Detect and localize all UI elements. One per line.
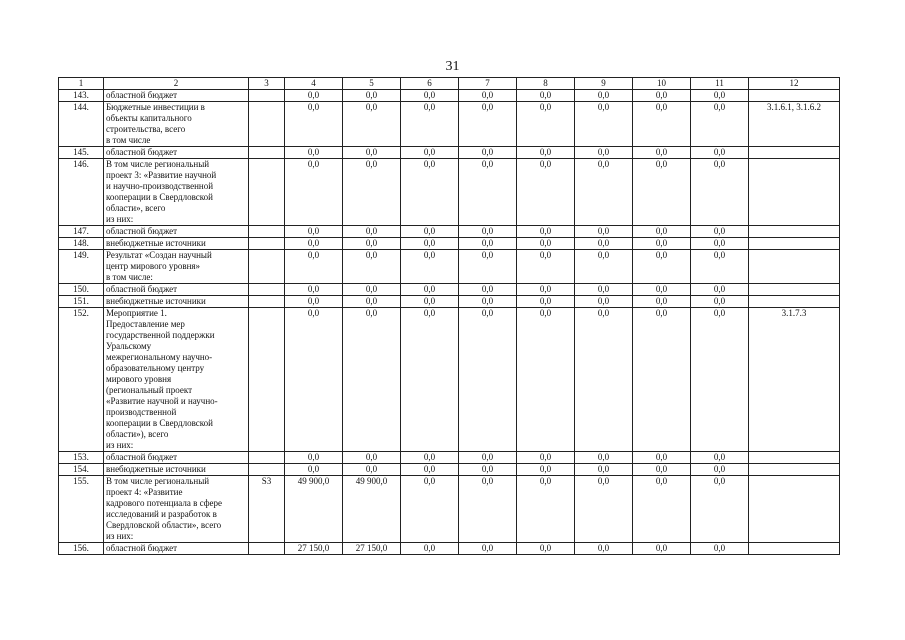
table-row bbox=[59, 102, 840, 147]
value-cell: 27 150,0 bbox=[343, 543, 401, 555]
value-cell: 0,0 bbox=[691, 226, 749, 238]
target-indicator bbox=[749, 464, 840, 476]
value-cell: 0,0 bbox=[343, 147, 401, 159]
column-header: 10 bbox=[633, 78, 691, 90]
value-cell: 0,0 bbox=[633, 102, 691, 147]
value-cell: 0,0 bbox=[575, 226, 633, 238]
row-name: Результат «Создан научный центр мирового уровня» в том числе: bbox=[104, 250, 249, 284]
value-cell: 0,0 bbox=[633, 250, 691, 284]
value-cell: 0,0 bbox=[633, 90, 691, 102]
table-row bbox=[59, 296, 840, 308]
value-cell: 0,0 bbox=[575, 238, 633, 250]
row-name: внебюджетные источники bbox=[104, 464, 249, 476]
value-cell: 0,0 bbox=[285, 90, 343, 102]
row-code bbox=[249, 147, 285, 159]
value-cell: 0,0 bbox=[633, 147, 691, 159]
value-cell: 49 900,0 bbox=[285, 476, 343, 543]
row-code bbox=[249, 543, 285, 555]
value-cell: 0,0 bbox=[575, 284, 633, 296]
value-cell: 0,0 bbox=[575, 296, 633, 308]
target-indicator bbox=[749, 238, 840, 250]
value-cell: 0,0 bbox=[517, 543, 575, 555]
value-cell: 0,0 bbox=[343, 452, 401, 464]
value-cell: 0,0 bbox=[517, 464, 575, 476]
value-cell: 0,0 bbox=[517, 159, 575, 226]
row-code bbox=[249, 159, 285, 226]
value-cell: 0,0 bbox=[691, 296, 749, 308]
value-cell: 0,0 bbox=[459, 543, 517, 555]
value-cell: 0,0 bbox=[517, 296, 575, 308]
table-row bbox=[59, 284, 840, 296]
value-cell: 0,0 bbox=[401, 147, 459, 159]
target-indicator bbox=[749, 476, 840, 543]
value-cell: 0,0 bbox=[691, 238, 749, 250]
value-cell: 0,0 bbox=[575, 543, 633, 555]
value-cell: 0,0 bbox=[459, 147, 517, 159]
value-cell: 0,0 bbox=[459, 296, 517, 308]
table-row bbox=[59, 226, 840, 238]
value-cell: 0,0 bbox=[633, 284, 691, 296]
value-cell: 0,0 bbox=[401, 159, 459, 226]
value-cell: 0,0 bbox=[633, 226, 691, 238]
row-number: 146. bbox=[59, 159, 104, 226]
value-cell: 0,0 bbox=[575, 452, 633, 464]
value-cell: 0,0 bbox=[575, 147, 633, 159]
row-code bbox=[249, 238, 285, 250]
table-row bbox=[59, 90, 840, 102]
value-cell: 0,0 bbox=[517, 250, 575, 284]
value-cell: 0,0 bbox=[517, 284, 575, 296]
row-code bbox=[249, 102, 285, 147]
row-number: 143. bbox=[59, 90, 104, 102]
budget-table bbox=[58, 77, 840, 555]
row-name: областной бюджет bbox=[104, 543, 249, 555]
value-cell: 0,0 bbox=[459, 250, 517, 284]
value-cell: 0,0 bbox=[575, 250, 633, 284]
row-name: В том числе региональный проект 4: «Развитие кадрового потенциала в сфере исследований и разработок в Свердловской области», всего из них: bbox=[104, 476, 249, 543]
value-cell: 0,0 bbox=[459, 464, 517, 476]
table-row bbox=[59, 543, 840, 555]
row-code bbox=[249, 250, 285, 284]
column-header: 7 bbox=[459, 78, 517, 90]
value-cell: 0,0 bbox=[691, 90, 749, 102]
page-number: 31 bbox=[445, 59, 460, 74]
value-cell: 0,0 bbox=[285, 464, 343, 476]
row-code: S3 bbox=[249, 476, 285, 543]
row-code bbox=[249, 90, 285, 102]
row-name: областной бюджет bbox=[104, 226, 249, 238]
value-cell: 0,0 bbox=[459, 159, 517, 226]
value-cell: 0,0 bbox=[285, 250, 343, 284]
value-cell: 0,0 bbox=[285, 226, 343, 238]
value-cell: 0,0 bbox=[343, 159, 401, 226]
value-cell: 0,0 bbox=[575, 90, 633, 102]
row-name: В том числе региональный проект 3: «Развитие научной и научно-производственной кооперации в Свердловской области», всего из них: bbox=[104, 159, 249, 226]
value-cell: 0,0 bbox=[401, 464, 459, 476]
value-cell: 0,0 bbox=[459, 452, 517, 464]
column-header: 1 bbox=[59, 78, 104, 90]
value-cell: 0,0 bbox=[691, 159, 749, 226]
value-cell: 0,0 bbox=[401, 102, 459, 147]
value-cell: 0,0 bbox=[343, 250, 401, 284]
value-cell: 0,0 bbox=[401, 308, 459, 452]
row-number: 150. bbox=[59, 284, 104, 296]
value-cell: 0,0 bbox=[401, 284, 459, 296]
value-cell: 0,0 bbox=[285, 102, 343, 147]
value-cell: 0,0 bbox=[633, 452, 691, 464]
value-cell: 0,0 bbox=[343, 226, 401, 238]
row-number: 154. bbox=[59, 464, 104, 476]
row-code bbox=[249, 226, 285, 238]
row-number: 145. bbox=[59, 147, 104, 159]
target-indicator bbox=[749, 543, 840, 555]
value-cell: 0,0 bbox=[343, 90, 401, 102]
value-cell: 0,0 bbox=[517, 102, 575, 147]
row-code bbox=[249, 296, 285, 308]
value-cell: 27 150,0 bbox=[285, 543, 343, 555]
row-name: Бюджетные инвестиции в объекты капитального строительства, всего в том числе bbox=[104, 102, 249, 147]
row-number: 151. bbox=[59, 296, 104, 308]
value-cell: 0,0 bbox=[691, 476, 749, 543]
value-cell: 0,0 bbox=[459, 226, 517, 238]
column-header: 12 bbox=[749, 78, 840, 90]
column-header: 9 bbox=[575, 78, 633, 90]
value-cell: 0,0 bbox=[517, 90, 575, 102]
value-cell: 0,0 bbox=[401, 226, 459, 238]
value-cell: 0,0 bbox=[517, 147, 575, 159]
value-cell: 0,0 bbox=[459, 102, 517, 147]
column-header: 5 bbox=[343, 78, 401, 90]
value-cell: 0,0 bbox=[575, 464, 633, 476]
value-cell: 0,0 bbox=[285, 159, 343, 226]
value-cell: 0,0 bbox=[691, 102, 749, 147]
value-cell: 0,0 bbox=[633, 296, 691, 308]
row-number: 155. bbox=[59, 476, 104, 543]
row-code bbox=[249, 452, 285, 464]
row-code bbox=[249, 308, 285, 452]
table-row bbox=[59, 452, 840, 464]
value-cell: 0,0 bbox=[401, 296, 459, 308]
value-cell: 0,0 bbox=[343, 284, 401, 296]
value-cell: 0,0 bbox=[517, 476, 575, 543]
value-cell: 0,0 bbox=[575, 476, 633, 543]
row-number: 152. bbox=[59, 308, 104, 452]
column-header: 8 bbox=[517, 78, 575, 90]
value-cell: 0,0 bbox=[691, 464, 749, 476]
value-cell: 0,0 bbox=[285, 296, 343, 308]
table-row bbox=[59, 308, 840, 452]
target-indicator bbox=[749, 284, 840, 296]
column-header: 4 bbox=[285, 78, 343, 90]
row-name: внебюджетные источники bbox=[104, 296, 249, 308]
target-indicator bbox=[749, 452, 840, 464]
target-indicator bbox=[749, 226, 840, 238]
target-indicator: 3.1.7.3 bbox=[749, 308, 840, 452]
value-cell: 0,0 bbox=[343, 308, 401, 452]
value-cell: 0,0 bbox=[633, 476, 691, 543]
value-cell: 0,0 bbox=[575, 159, 633, 226]
value-cell: 0,0 bbox=[459, 284, 517, 296]
column-header: 6 bbox=[401, 78, 459, 90]
value-cell: 0,0 bbox=[459, 308, 517, 452]
value-cell: 0,0 bbox=[401, 90, 459, 102]
value-cell: 0,0 bbox=[285, 308, 343, 452]
value-cell: 0,0 bbox=[343, 296, 401, 308]
value-cell: 0,0 bbox=[633, 543, 691, 555]
value-cell: 0,0 bbox=[343, 464, 401, 476]
row-name: Мероприятие 1. Предоставление мер государственной поддержки Уральскому межрегиональному научно- образовательному центру мирового уровня (региональный проект «Развитие научной и научно- производственной кооперации в Свердловской области»), всего из них: bbox=[104, 308, 249, 452]
target-indicator: 3.1.6.1, 3.1.6.2 bbox=[749, 102, 840, 147]
row-name: внебюджетные источники bbox=[104, 238, 249, 250]
row-number: 149. bbox=[59, 250, 104, 284]
table-row bbox=[59, 159, 840, 226]
value-cell: 0,0 bbox=[343, 102, 401, 147]
value-cell: 0,0 bbox=[401, 238, 459, 250]
value-cell: 0,0 bbox=[575, 102, 633, 147]
row-code bbox=[249, 284, 285, 296]
value-cell: 0,0 bbox=[517, 452, 575, 464]
value-cell: 0,0 bbox=[691, 543, 749, 555]
value-cell: 0,0 bbox=[401, 543, 459, 555]
column-header: 2 bbox=[104, 78, 249, 90]
table-row bbox=[59, 464, 840, 476]
row-number: 156. bbox=[59, 543, 104, 555]
value-cell: 0,0 bbox=[285, 284, 343, 296]
row-name: областной бюджет bbox=[104, 284, 249, 296]
table-row bbox=[59, 238, 840, 250]
table-header-row bbox=[59, 78, 840, 90]
value-cell: 0,0 bbox=[401, 250, 459, 284]
row-number: 147. bbox=[59, 226, 104, 238]
value-cell: 0,0 bbox=[691, 284, 749, 296]
value-cell: 0,0 bbox=[459, 238, 517, 250]
value-cell: 0,0 bbox=[691, 308, 749, 452]
value-cell: 0,0 bbox=[285, 147, 343, 159]
table-row bbox=[59, 476, 840, 543]
target-indicator bbox=[749, 90, 840, 102]
value-cell: 0,0 bbox=[517, 226, 575, 238]
value-cell: 0,0 bbox=[691, 452, 749, 464]
target-indicator bbox=[749, 147, 840, 159]
value-cell: 0,0 bbox=[633, 308, 691, 452]
value-cell: 0,0 bbox=[517, 238, 575, 250]
row-number: 153. bbox=[59, 452, 104, 464]
value-cell: 0,0 bbox=[633, 238, 691, 250]
row-number: 144. bbox=[59, 102, 104, 147]
value-cell: 0,0 bbox=[633, 159, 691, 226]
column-header: 11 bbox=[691, 78, 749, 90]
value-cell: 0,0 bbox=[691, 250, 749, 284]
value-cell: 0,0 bbox=[285, 452, 343, 464]
value-cell: 0,0 bbox=[459, 476, 517, 543]
value-cell: 0,0 bbox=[633, 464, 691, 476]
value-cell: 0,0 bbox=[691, 147, 749, 159]
value-cell: 0,0 bbox=[459, 90, 517, 102]
value-cell: 0,0 bbox=[517, 308, 575, 452]
row-name: областной бюджет bbox=[104, 90, 249, 102]
value-cell: 49 900,0 bbox=[343, 476, 401, 543]
row-code bbox=[249, 464, 285, 476]
target-indicator bbox=[749, 250, 840, 284]
table-row bbox=[59, 250, 840, 284]
value-cell: 0,0 bbox=[401, 452, 459, 464]
target-indicator bbox=[749, 159, 840, 226]
value-cell: 0,0 bbox=[575, 308, 633, 452]
table-row bbox=[59, 147, 840, 159]
value-cell: 0,0 bbox=[343, 238, 401, 250]
row-number: 148. bbox=[59, 238, 104, 250]
row-name: областной бюджет bbox=[104, 147, 249, 159]
column-header: 3 bbox=[249, 78, 285, 90]
value-cell: 0,0 bbox=[401, 476, 459, 543]
target-indicator bbox=[749, 296, 840, 308]
value-cell: 0,0 bbox=[285, 238, 343, 250]
row-name: областной бюджет bbox=[104, 452, 249, 464]
